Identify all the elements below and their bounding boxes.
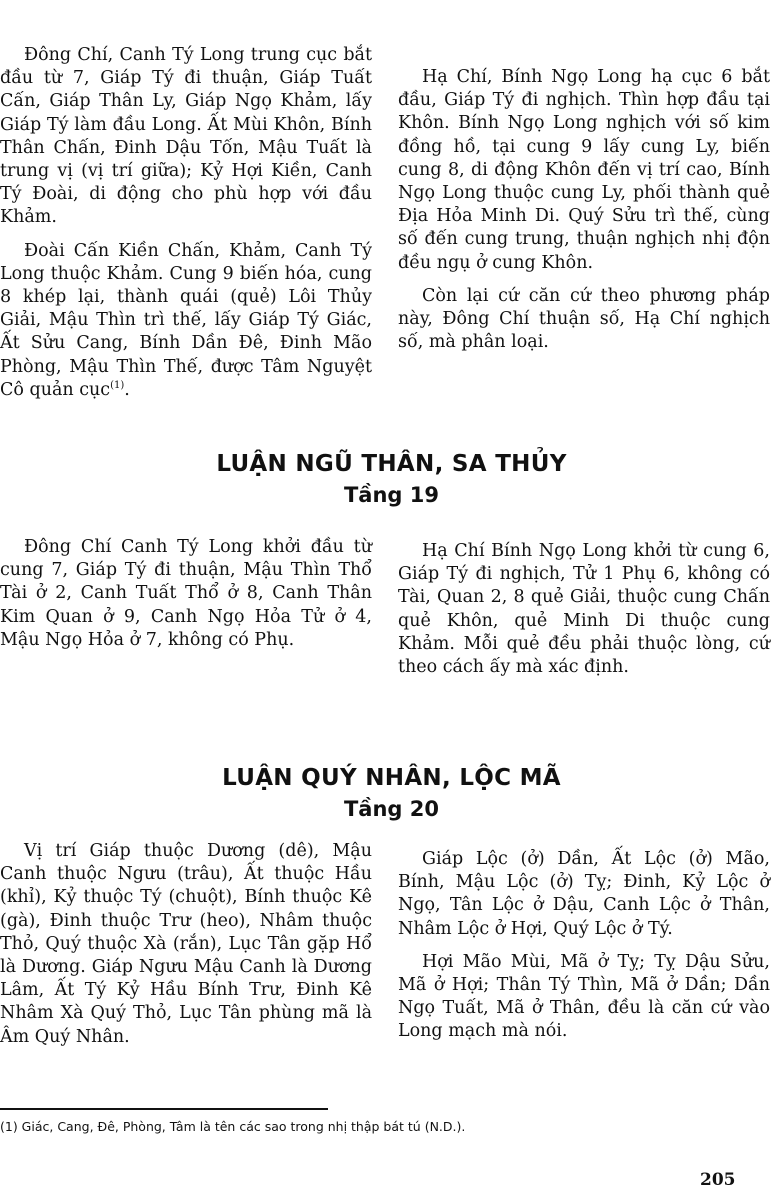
top-left-column	[0, 44, 372, 412]
paragraph: Hạ Chí Bính Ngọ Long khởi từ cung 6, Giáp Tý đi nghịch, Tử 1 Phụ 6, không có Tài, Quan 2, 8 quẻ Giải, thuộc cung Chấn quẻ Khôn, quẻ Minh Di thuộc cung Khảm. Mỗi quẻ đều phải thuộc lòng, cứ theo cách ấy mà xác định.	[398, 541, 770, 678]
footnote-divider	[0, 1108, 328, 1110]
paragraph: Còn lại cứ căn cứ theo phương pháp này, Đông Chí thuận số, Hạ Chí nghịch số, mà phân loại.	[398, 285, 770, 353]
section-heading-2	[0, 762, 783, 824]
top-right-column	[398, 66, 770, 364]
paragraph: Vị trí Giáp thuộc Dương (dê), Mậu Canh thuộc Ngưu (trâu), Ất thuộc Hầu (khỉ), Kỷ thuộc Tý (chuột), Bính thuộc Kê (gà), Đinh thuộc Trư (heo), Nhâm thuộc Thỏ, Quý thuộc Xà (rắn), Lục Tân gặp Hổ là Dương. Giáp Ngưu Mậu Canh là Dương Lâm, Ất Tý Kỷ Hầu Bính Trư, Đinh Kê Nhâm Xà Quý Thỏ, Lục Tân phùng mã là Âm Quý Nhân.	[0, 841, 372, 1047]
section-title: LUẬN QUÝ NHÂN, LỘC MÃ	[222, 765, 561, 791]
paragraph-text: Đoài Cấn Kiền Chấn, Khảm, Canh Tý Long thuộc Khảm. Cung 9 biến hóa, cung 8 khép lại, thành quái (quẻ) Lôi Thủy Giải, Mậu Thìn trì thế, lấy Giáp Tý Giác, Ất Sửu Cang, Bính Dần Đê, Đinh Mão Phòng, Mậu Thìn Thế, được Tâm Nguyệt Cô quản cục	[0, 240, 372, 400]
paragraph: Đông Chí, Canh Tý Long trung cục bắt đầu từ 7, Giáp Tý đi thuận, Giáp Tuất Cấn, Giáp Thân Ly, Giáp Ngọ Khảm, lấy Giáp Tý làm đầu Long. Ất Mùi Khôn, Bính Thân Chấn, Đinh Dậu Tốn, Mậu Tuất là trung vị (vị trí giữa); Kỷ Hợi Kiền, Canh Tý Đoài, di động cho phù hợp với đầu Khảm.	[0, 45, 372, 228]
section1-left-column	[0, 536, 372, 662]
footnote-ref: (1)	[110, 380, 125, 392]
section-heading-1	[0, 448, 783, 510]
paragraph-with-footnote: Đoài Cấn Kiền Chấn, Khảm, Canh Tý Long thuộc Khảm. Cung 9 biến hóa, cung 8 khép lại, thành quái (quẻ) Lôi Thủy Giải, Mậu Thìn trì thế, lấy Giáp Tý Giác, Ất Sửu Cang, Bính Dần Đê, Đinh Mão Phòng, Mậu Thìn Thế, được Tâm Nguyệt Cô quản cục$^{(1)}$.	[0, 240, 372, 400]
paragraph: Hợi Mão Mùi, Mã ở Tỵ; Tỵ Dậu Sửu, Mã ở Hợi; Thân Tý Thìn, Mã ở Dần; Dần Ngọ Tuất, Mã ở Thân, đều là căn cứ vào Long mạch mà nói.	[398, 951, 770, 1042]
section1-right-column	[398, 540, 770, 689]
section-subtitle: Tầng 19	[343, 483, 439, 507]
paragraph: Hạ Chí, Bính Ngọ Long hạ cục 6 bắt đầu, Giáp Tý đi nghịch. Thìn hợp đầu tại Khôn. Bính Ngọ Long nghịch với số kim đồng hồ, tại cung 9 lấy cung Ly, biến cung 8, di động Khôn đến vị trí cao, Bính Ngọ Long thuộc cung Ly, phối thành quẻ Địa Hỏa Minh Di. Quý Sửu trì thế, cùng số đến cung trung, thuận nghịch nhị độn đều ngụ ở cung Khôn.	[398, 67, 770, 273]
paragraph: Giáp Lộc (ở) Dần, Ất Lộc (ở) Mão, Bính, Mậu Lộc (ở) Tỵ; Đinh, Kỷ Lộc ở Ngọ, Tân Lộc ở Dậu, Canh Lộc ở Thân, Nhâm Lộc ở Hợi, Quý Lộc ở Tý.	[398, 849, 770, 939]
section2-right-column	[398, 848, 770, 1054]
section-title: LUẬN NGŨ THÂN, SA THỦY	[216, 451, 567, 477]
section2-left-column	[0, 840, 372, 1059]
paragraph: Đông Chí Canh Tý Long khởi đầu từ cung 7, Giáp Tý đi thuận, Mậu Thìn Thổ Tài ở 2, Canh Tuất Thổ ở 8, Canh Thân Kim Quan ở 9, Canh Ngọ Hỏa Tử ở 4, Mậu Ngọ Hỏa ở 7, không có Phụ.	[0, 537, 372, 650]
footnote: (1) Giác, Cang, Đê, Phòng, Tâm là tên các sao trong nhị thập bát tú (N.D.).	[0, 1119, 466, 1134]
page-number: 205	[700, 1170, 736, 1190]
section-subtitle: Tầng 20	[343, 797, 439, 821]
